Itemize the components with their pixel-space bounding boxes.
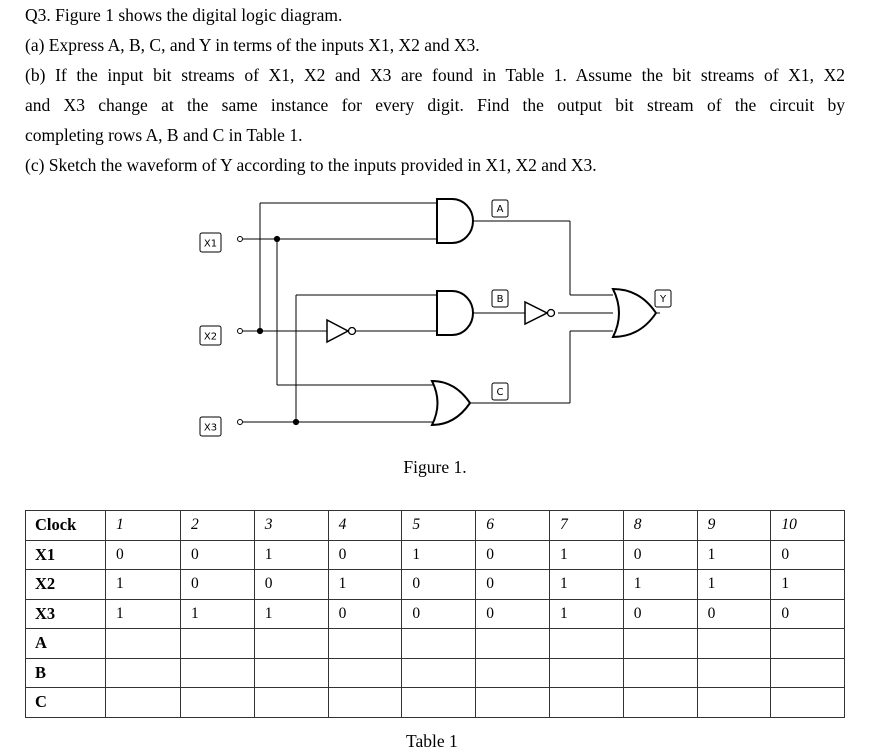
table-cell: 1 — [106, 570, 181, 600]
table-cell: 1 — [697, 570, 771, 600]
table-cell — [328, 658, 402, 688]
table-cell: 0 — [402, 599, 476, 629]
table-cell: 0 — [771, 540, 845, 570]
table-row — [26, 629, 845, 659]
table-cell — [771, 658, 845, 688]
table-cell — [771, 688, 845, 718]
junction-dot — [293, 419, 298, 424]
x3-terminal — [238, 420, 243, 425]
y-label: Y — [659, 294, 667, 305]
table-cell: 0 — [402, 570, 476, 600]
table-cell: 0 — [476, 540, 550, 570]
table-row — [26, 511, 845, 541]
question-line-5: completing rows A, B and C in Table 1. — [25, 125, 303, 145]
question-line-3: (b) If the input bit streams of X1, X2 and X3 are found in Table 1. Assume the bit streams of X1, X2 — [25, 65, 845, 85]
table-row — [26, 540, 845, 570]
table-row — [26, 599, 845, 629]
truth-table — [25, 510, 845, 718]
table-cell: 9 — [697, 511, 771, 541]
table-cell: 0 — [328, 540, 402, 570]
and-gate-a — [437, 199, 473, 243]
table-cell: 5 — [402, 511, 476, 541]
table-cell: 0 — [328, 599, 402, 629]
question-line-2: (a) Express A, B, C, and Y in terms of the inputs X1, X2 and X3. — [25, 35, 480, 55]
table-cell: 1 — [106, 511, 181, 541]
table-cell — [549, 629, 623, 659]
and-gate-b — [437, 291, 473, 335]
junction-dot — [274, 236, 279, 241]
x3-label: X3 — [203, 422, 218, 434]
table-cell: 1 — [771, 570, 845, 600]
table-cell: 0 — [771, 599, 845, 629]
table-cell — [476, 688, 550, 718]
table-cell: 8 — [623, 511, 697, 541]
table-cell — [697, 629, 771, 659]
table-cell — [402, 629, 476, 659]
table-cell: 0 — [254, 570, 328, 600]
table-cell: 1 — [549, 599, 623, 629]
table-cell: 1 — [623, 570, 697, 600]
table-cell: 1 — [402, 540, 476, 570]
table-cell: 1 — [106, 599, 181, 629]
table-cell: 0 — [476, 570, 550, 600]
table-cell — [623, 688, 697, 718]
a-label: A — [496, 204, 504, 215]
junction-dot — [257, 328, 262, 333]
table-cell: 7 — [549, 511, 623, 541]
table-cell — [254, 658, 328, 688]
table-cell: 1 — [549, 540, 623, 570]
table-cell — [181, 658, 255, 688]
table-row — [26, 570, 845, 600]
row-header: X1 — [26, 540, 106, 570]
table-cell: 0 — [181, 540, 255, 570]
row-header: X3 — [26, 599, 106, 629]
table-cell — [402, 658, 476, 688]
c-label: C — [496, 387, 504, 398]
table-cell — [697, 658, 771, 688]
table-cell — [549, 658, 623, 688]
not-gate-x2 — [327, 320, 348, 342]
row-header: X2 — [26, 570, 106, 600]
table-cell: 1 — [328, 570, 402, 600]
table-cell: 1 — [254, 540, 328, 570]
table-caption: Table 1 — [406, 731, 458, 751]
table-cell — [549, 688, 623, 718]
x1-terminal — [238, 237, 243, 242]
table-cell: 4 — [328, 511, 402, 541]
table-cell: 1 — [254, 599, 328, 629]
table-cell — [623, 658, 697, 688]
table-cell — [697, 688, 771, 718]
row-header: C — [26, 688, 106, 718]
table-cell — [106, 658, 181, 688]
b-label: B — [496, 294, 504, 305]
row-header: Clock — [26, 511, 106, 541]
table-cell: 10 — [771, 511, 845, 541]
table-cell — [476, 658, 550, 688]
table-cell: 3 — [254, 511, 328, 541]
table-cell — [106, 629, 181, 659]
x2-terminal — [238, 329, 243, 334]
not-bubble-x2 — [349, 328, 356, 335]
question-line-1: Q3. Figure 1 shows the digital logic diagram. — [25, 5, 343, 25]
table-row — [26, 658, 845, 688]
table-cell — [106, 688, 181, 718]
table-cell — [254, 688, 328, 718]
table-cell: 0 — [623, 540, 697, 570]
table-cell — [328, 688, 402, 718]
table-cell — [328, 629, 402, 659]
row-header: B — [26, 658, 106, 688]
table-cell: 0 — [476, 599, 550, 629]
or-gate-y — [613, 289, 656, 337]
table-cell: 6 — [476, 511, 550, 541]
question-line-6: (c) Sketch the waveform of Y according to the inputs provided in X1, X2 and X3. — [25, 155, 597, 175]
table-cell — [181, 629, 255, 659]
table-cell: 1 — [549, 570, 623, 600]
table-cell: 0 — [623, 599, 697, 629]
table-row — [26, 688, 845, 718]
table-cell — [402, 688, 476, 718]
table-cell: 2 — [181, 511, 255, 541]
table-cell — [254, 629, 328, 659]
x2-label: X2 — [203, 331, 218, 343]
figure-caption: Figure 1. — [403, 457, 467, 477]
table-cell — [181, 688, 255, 718]
table-cell: 0 — [697, 599, 771, 629]
table-cell: 0 — [106, 540, 181, 570]
table-cell — [476, 629, 550, 659]
x1-label: X1 — [203, 238, 218, 250]
table-cell: 1 — [697, 540, 771, 570]
question-line-4: and X3 change at the same instance for every digit. Find the output bit stream of the circuit by — [25, 95, 845, 115]
or-gate-c — [432, 381, 470, 425]
table-cell — [623, 629, 697, 659]
not-bubble-b — [548, 310, 555, 317]
not-gate-b — [525, 302, 547, 324]
table-cell — [771, 629, 845, 659]
table-cell: 0 — [181, 570, 255, 600]
table-cell: 1 — [181, 599, 255, 629]
row-header: A — [26, 629, 106, 659]
